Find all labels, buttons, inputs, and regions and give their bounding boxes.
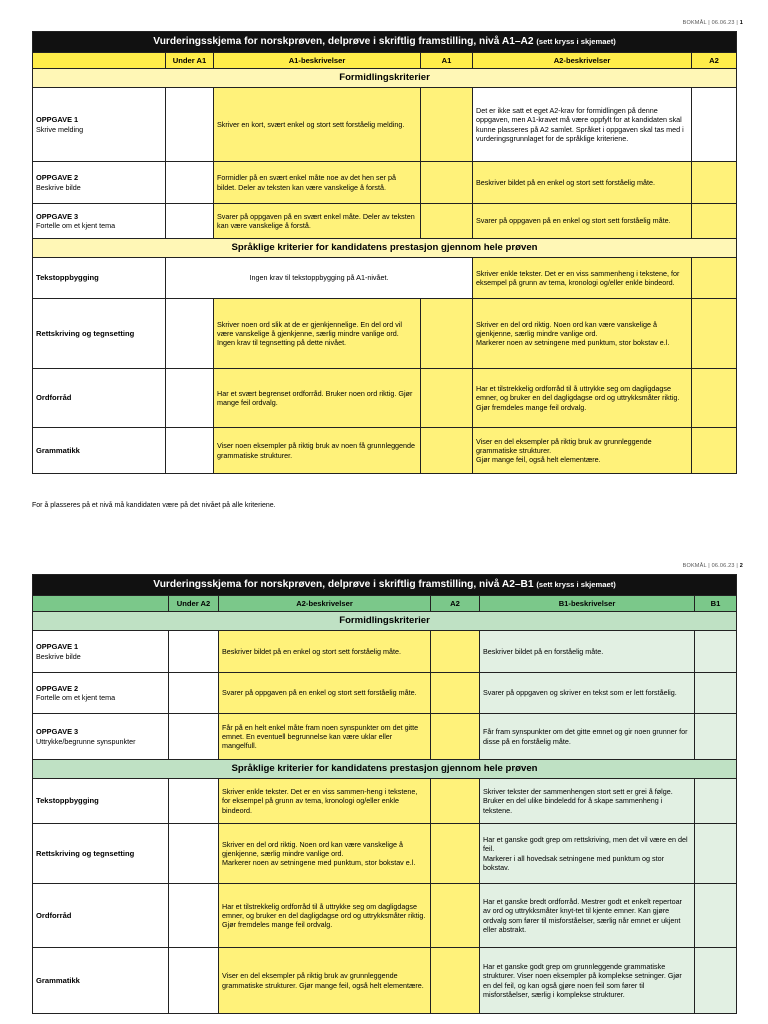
level1-description: Svarer på oppgaven på en enkel og stort sett forståelig måte. (219, 673, 431, 714)
checkbox-cell-under[interactable] (166, 162, 214, 204)
checkbox-cell-level2[interactable] (695, 714, 737, 760)
checkbox-cell-level1[interactable] (431, 673, 480, 714)
section-row (33, 69, 737, 88)
level2-description: Svarer på oppgaven på en enkel og stort sett forståelig måte. (473, 204, 692, 239)
checkbox-cell-level1[interactable] (431, 714, 480, 760)
task-label (33, 162, 166, 204)
header-level2: B1 (695, 596, 737, 612)
header-level1-descriptions: A2-beskrivelser (219, 596, 431, 612)
table-row (33, 714, 737, 760)
checkbox-cell-under[interactable] (169, 631, 219, 673)
level2-description: Det er ikke satt et eget A2-krav for formidlingen på denne oppgaven, men A1-kravet må være oppfylt for at kandidaten skal kunne plasseres på A2 samlet. Språket i oppgaven skal tas med i vurderingsgrunnlaget for de språklige kriteriene. (473, 88, 692, 162)
checkbox-cell-level2[interactable] (695, 631, 737, 673)
section-title: Formidlingskriterier (33, 69, 737, 88)
criterion-label (33, 258, 166, 299)
table-row (33, 948, 737, 1014)
task-subtitle: Fortelle om et kjent tema (36, 693, 116, 703)
level2-description: Har et tilstrekkelig ordforråd til å uttrykke seg om dagligdagse emner, og bruker en del dagligdagse ord og uttrykksmåter riktig. Gjør fremdeles mange feil ordvalg. (473, 369, 692, 428)
task-subtitle: Beskrive bilde (36, 651, 81, 661)
table-row (33, 631, 737, 673)
table-row (33, 162, 737, 204)
page-header (683, 20, 743, 26)
checkbox-cell-under[interactable] (166, 88, 214, 162)
task-title: OPPGAVE 3 (36, 727, 79, 737)
header-language: BOKMÅL (682, 20, 707, 26)
level2-description: Svarer på oppgaven og skriver en tekst som er lett forståelig. (480, 673, 695, 714)
checkbox-cell-level2[interactable] (695, 824, 737, 884)
checkbox-cell-level2[interactable] (692, 299, 737, 369)
table-row (33, 673, 737, 714)
table-title-row (33, 32, 737, 53)
task-label (33, 88, 166, 162)
task-subtitle: Beskrive bilde (36, 182, 81, 192)
task-label (33, 673, 169, 714)
table-row (33, 204, 737, 239)
level2-description: Har et ganske bredt ordforråd. Mestrer godt et enkelt repertoar av ord og uttrykksmåter knyt-tet til kjente emner. Kan gjøre ordvalg som fører til misforståelser, særlig når emnet er ukjent eller abstrakt. (480, 884, 695, 948)
level2-description: Får fram synspunkter om det gitte emnet og gir noen grunner for disse på en forståelig måte. (480, 714, 695, 760)
task-title: OPPGAVE 3 (36, 211, 79, 221)
header-level1-descriptions: A1-beskrivelser (214, 53, 421, 69)
task-label (33, 714, 169, 760)
level1-description: Formidler på en svært enkel måte noe av det hen ser på bildet. Deler av teksten kan være vanskelige å forstå. (214, 162, 421, 204)
header-level2-descriptions: A2-beskrivelser (473, 53, 692, 69)
level1-description: Skriver noen ord slik at de er gjenkjennelige. En del ord vil være vanskelige å gjenkjenne, særlig mindre vanlige ord. Ingen krav til tegnsetting på dette nivået. (214, 299, 421, 369)
checkbox-cell-under[interactable] (166, 428, 214, 474)
checkbox-cell-under[interactable] (166, 299, 214, 369)
checkbox-cell-under[interactable] (166, 369, 214, 428)
checkbox-cell-under[interactable] (169, 779, 219, 824)
header-separator: | (736, 563, 738, 569)
task-title: OPPGAVE 1 (36, 642, 79, 652)
criterion-title: Ordforråd (36, 393, 72, 403)
task-label (33, 631, 169, 673)
table-row (33, 299, 737, 369)
section-row (33, 612, 737, 631)
criterion-title: Tekstoppbygging (36, 273, 99, 283)
checkbox-cell-level1[interactable] (431, 631, 480, 673)
checkbox-cell-level2[interactable] (692, 162, 737, 204)
checkbox-cell-under[interactable] (169, 884, 219, 948)
checkbox-cell-level2[interactable] (692, 88, 737, 162)
level2-description: Skriver en del ord riktig. Noen ord kan være vanskelige å gjenkjenne, særlig mindre vanlige ord. Markerer noen av setningene med punktum, stor bokstav e.l. (473, 299, 692, 369)
criterion-label (33, 948, 169, 1014)
checkbox-cell-level2[interactable] (692, 204, 737, 239)
checkbox-cell-level1[interactable] (421, 204, 473, 239)
page-number: 2 (739, 563, 743, 569)
task-label (33, 204, 166, 239)
column-header-row (33, 596, 737, 612)
criterion-label (33, 369, 166, 428)
header-separator: | (736, 20, 738, 26)
header-bracket: | (708, 20, 712, 26)
task-subtitle: Uttrykke/begrunne synspunkter (36, 736, 136, 746)
section-title: Formidlingskriterier (33, 612, 737, 631)
level1-description: Har et tilstrekkelig ordforråd til å uttrykke seg om dagligdagse emner, og bruker en del dagligdagse ord og uttrykksmåter riktig. Gjør fremdeles mange feil ordvalg. (219, 884, 431, 948)
section-row (33, 760, 737, 779)
table-row (33, 824, 737, 884)
criterion-label (33, 428, 166, 474)
level1-description: Har et svært begrenset ordforråd. Bruker noen ord riktig. Gjør mange feil ordvalg. (214, 369, 421, 428)
header-empty (33, 596, 169, 612)
checkbox-cell-level1[interactable] (421, 369, 473, 428)
checkbox-cell-under[interactable] (169, 948, 219, 1014)
header-date: 06.06.23 (711, 20, 735, 26)
header-level1: A2 (431, 596, 480, 612)
task-title: OPPGAVE 2 (36, 683, 79, 693)
level1-description: Skriver en del ord riktig. Noen ord kan være vanskelige å gjenkjenne, særlig mindre vanlige ord. Markerer noen av setningene med punktum, stor bokstav e.l. (219, 824, 431, 884)
title-note: (sett kryss i skjemaet) (536, 580, 616, 590)
criterion-title: Tekstoppbygging (36, 796, 99, 806)
level1-description: Ingen krav til tekstoppbygging på A1-nivået. (166, 258, 473, 299)
level2-description: Skriver tekster der sammenhengen stort sett er grei å følge. Bruker en del ulike bindeledd for å skape sammenheng i tekstene. (480, 779, 695, 824)
level2-description: Beskriver bildet på en forståelig måte. (480, 631, 695, 673)
table-title (33, 32, 737, 53)
header-empty (33, 53, 166, 69)
criterion-title: Grammatikk (36, 445, 80, 455)
checkbox-cell-level1[interactable] (421, 162, 473, 204)
level2-description: Beskriver bildet på en enkel og stort sett forståelig måte. (473, 162, 692, 204)
checkbox-cell-level1[interactable] (421, 428, 473, 474)
task-title: OPPGAVE 2 (36, 173, 79, 183)
header-date: 06.06.23 (711, 563, 735, 569)
criterion-title: Rettskriving og tegnsetting (36, 328, 135, 338)
header-language: BOKMÅL (682, 563, 707, 569)
table-title (33, 575, 737, 596)
header-level2: A2 (692, 53, 737, 69)
checkbox-cell-level1[interactable] (431, 779, 480, 824)
checkbox-cell-under[interactable] (169, 714, 219, 760)
header-level2-descriptions: B1-beskrivelser (480, 596, 695, 612)
level1-description: Svarer på oppgaven på en svært enkel måte. Deler av teksten kan være vanskelige å forstå. (214, 204, 421, 239)
criterion-title: Grammatikk (36, 975, 80, 985)
checkbox-cell-level2[interactable] (692, 258, 737, 299)
criterion-label (33, 299, 166, 369)
checkbox-cell-level1[interactable] (431, 948, 480, 1014)
level1-description: Skriver en kort, svært enkel og stort sett forståelig melding. (214, 88, 421, 162)
checkbox-cell-level1[interactable] (421, 299, 473, 369)
checkbox-cell-level2[interactable] (692, 369, 737, 428)
header-level1: A1 (421, 53, 473, 69)
header-bracket: | (708, 563, 712, 569)
criterion-label (33, 779, 169, 824)
title-text: Vurderingsskjema for norskprøven, delprøve i skriftlig framstilling, nivå A1–A2 (153, 36, 534, 48)
checkbox-cell-level1[interactable] (421, 88, 473, 162)
checkbox-cell-level2[interactable] (695, 673, 737, 714)
assessment-table (32, 574, 737, 1014)
table-row (33, 369, 737, 428)
task-title: OPPGAVE 1 (36, 115, 79, 125)
task-subtitle: Fortelle om et kjent tema (36, 221, 116, 231)
level1-description: Skriver enkle tekster. Det er en viss sammen-heng i tekstene, for eksempel på grunn av tema, kronologi og/eller enkle bindeord. (219, 779, 431, 824)
criterion-label (33, 884, 169, 948)
criterion-label (33, 824, 169, 884)
footnote: For å plasseres på et nivå må kandidaten være på det nivået på alle kriteriene. (32, 502, 276, 509)
checkbox-cell-under[interactable] (169, 824, 219, 884)
criterion-title: Ordforråd (36, 910, 72, 920)
section-row (33, 239, 737, 258)
section-title: Språklige kriterier for kandidatens prestasjon gjennom hele prøven (33, 239, 737, 258)
table-row (33, 779, 737, 824)
level1-description: Viser en del eksempler på riktig bruk av grunnleggende grammatiske strukturer. Gjør mange feil, også helt elementære. (219, 948, 431, 1014)
level2-description: Viser en del eksempler på riktig bruk av grunnleggende grammatiske strukturer. Gjør mange feil, også helt elementære. (473, 428, 692, 474)
level2-description: Har et ganske godt grep om rettskriving, men det vil være en del feil. Markerer i all hovedsak setningene med punktum og stor bokstav. (480, 824, 695, 884)
title-text: Vurderingsskjema for norskprøven, delprøve i skriftlig framstilling, nivå A2–B1 (153, 579, 534, 591)
checkbox-cell-under[interactable] (169, 673, 219, 714)
criterion-title: Rettskriving og tegnsetting (36, 848, 135, 858)
title-note: (sett kryss i skjemaet) (536, 37, 616, 47)
checkbox-cell-level2[interactable] (695, 884, 737, 948)
table-title-row (33, 575, 737, 596)
level2-description: Har et ganske godt grep om grunnleggende grammatiske strukturer. Viser noen eksempler på komplekse setninger. Gjør en del feil, og kan også gjøre noen feil som fører til misforståelser, særlig i komplekse strukturer. (480, 948, 695, 1014)
checkbox-cell-level1[interactable] (431, 824, 480, 884)
page-number: 1 (739, 20, 743, 26)
table-row (33, 884, 737, 948)
table-row (33, 428, 737, 474)
column-header-row (33, 53, 737, 69)
section-title: Språklige kriterier for kandidatens prestasjon gjennom hele prøven (33, 760, 737, 779)
level1-description: Beskriver bildet på en enkel og stort sett forståelig måte. (219, 631, 431, 673)
header-under-level: Under A1 (166, 53, 214, 69)
header-under-level: Under A2 (169, 596, 219, 612)
task-subtitle: Skrive melding (36, 124, 84, 134)
table-row (33, 88, 737, 162)
checkbox-cell-level2[interactable] (695, 948, 737, 1014)
level1-description: Får på en helt enkel måte fram noen synspunkter om det gitte emnet. En eventuell begrunnelse kan være uklar eller mangelfull. (219, 714, 431, 760)
checkbox-cell-under[interactable] (166, 204, 214, 239)
level2-description: Skriver enkle tekster. Det er en viss sammenheng i tekstene, for eksempel på grunn av tema, kronologi og/eller enkle bindeord. (473, 258, 692, 299)
assessment-table (32, 31, 737, 474)
checkbox-cell-level1[interactable] (431, 884, 480, 948)
table-row (33, 258, 737, 299)
page-header (683, 563, 743, 569)
level1-description: Viser noen eksempler på riktig bruk av noen få grunnleggende grammatiske strukturer. (214, 428, 421, 474)
checkbox-cell-level2[interactable] (692, 428, 737, 474)
checkbox-cell-level2[interactable] (695, 779, 737, 824)
